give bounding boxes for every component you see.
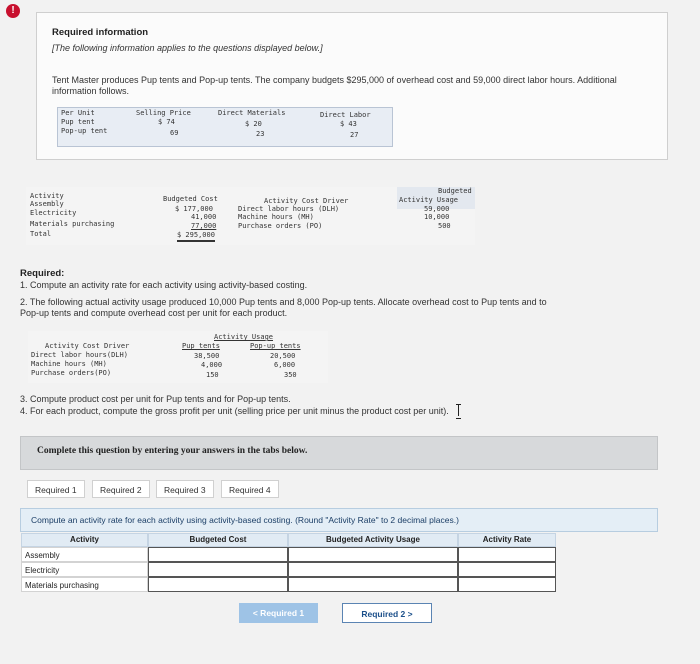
- col-header: Activity Usage: [399, 196, 459, 204]
- budgeted-usage-input[interactable]: [288, 577, 458, 592]
- prev-required-button[interactable]: < Required 1: [239, 603, 318, 623]
- product-table: [57, 107, 393, 147]
- tab-required-2[interactable]: Required 2: [92, 480, 150, 498]
- grid-header: Budgeted Cost: [148, 533, 288, 547]
- group-header: Activity Usage: [214, 333, 274, 341]
- table-cell: $ 74: [158, 118, 175, 126]
- tab-instruction-text: Compute an activity rate for each activity using activity-based costing. (Round "Activity Rate" to 2 decimal places.): [31, 515, 459, 525]
- table-cell: Direct labor hours (DLH): [238, 205, 340, 213]
- table-cell: Electricity: [30, 209, 77, 217]
- tab-required-4[interactable]: Required 4: [221, 480, 279, 498]
- table-cell: Machine hours (MH): [238, 213, 314, 221]
- table-cell: 350: [284, 371, 297, 379]
- grid-header: Budgeted Activity Usage: [288, 533, 458, 547]
- activity-rate-input[interactable]: [458, 577, 556, 592]
- table-cell: 4,000: [201, 361, 223, 369]
- col-header: Pop-up tents: [250, 342, 301, 350]
- col-header: Budgeted: [438, 187, 472, 195]
- required-line: 3. Compute product cost per unit for Pup tents and for Pop-up tents.: [20, 394, 291, 404]
- table-cell: 20,500: [270, 352, 296, 360]
- table-cell: 38,500: [194, 352, 220, 360]
- required-line: Pop-up tents and compute overhead cost per unit for each product.: [20, 308, 288, 318]
- next-required-button[interactable]: Required 2 >: [342, 603, 432, 623]
- col-header: Pup tents: [182, 342, 220, 350]
- col-header: Selling Price: [136, 109, 191, 117]
- table-cell: Assembly: [30, 200, 64, 208]
- table-cell: $ 295,000: [177, 231, 215, 242]
- info-note: [The following information applies to the questions displayed below.]: [52, 43, 323, 53]
- complete-instructions-bar: [20, 436, 658, 470]
- table-cell: Purchase orders (PO): [238, 222, 323, 230]
- table-cell: Materials purchasing: [30, 220, 115, 228]
- grid-row-label: Electricity: [21, 562, 148, 577]
- tab-required-3[interactable]: Required 3: [156, 480, 214, 498]
- col-header: Activity Cost Driver: [45, 342, 130, 350]
- table-cell: $ 43: [340, 120, 357, 128]
- table-cell: Total: [30, 230, 52, 238]
- budgeted-usage-input[interactable]: [288, 547, 458, 562]
- table-cell: 69: [170, 129, 179, 137]
- budgeted-cost-input[interactable]: [148, 562, 288, 577]
- col-header: Budgeted Cost: [163, 195, 218, 203]
- info-title: Required information: [52, 27, 149, 38]
- tab-instruction-bar: [20, 508, 658, 532]
- budgeted-cost-input[interactable]: [148, 577, 288, 592]
- table-cell: Machine hours (MH): [31, 360, 107, 368]
- budgeted-usage-input[interactable]: [288, 562, 458, 577]
- activity-table: [26, 187, 475, 245]
- col-header: Activity Cost Driver: [264, 197, 349, 205]
- required-line: 2. The following actual activity usage produced 10,000 Pup tents and 8,000 Pop-up tents. Allocate overhead cost to Pup tents and to: [20, 297, 547, 307]
- table-cell: Purchase orders(PO): [31, 369, 112, 377]
- grid-header: Activity: [21, 533, 148, 547]
- table-cell: 23: [256, 130, 265, 138]
- table-cell: 77,000: [191, 222, 217, 230]
- grid-header: Activity Rate: [458, 533, 556, 547]
- grid-row-label: Materials purchasing: [21, 577, 148, 592]
- table-cell: Pup tent: [61, 118, 95, 126]
- activity-rate-input[interactable]: [458, 562, 556, 577]
- col-header: Direct Labor: [320, 111, 371, 119]
- table-cell: $ 20: [245, 120, 262, 128]
- col-header: Per Unit: [61, 109, 95, 117]
- table-cell: Direct labor hours(DLH): [31, 351, 128, 359]
- required-line: 4. For each product, compute the gross profit per unit (selling price per unit minus the product cost per unit).: [20, 406, 449, 416]
- table-cell: 6,000: [274, 361, 296, 369]
- activity-rate-input[interactable]: [458, 547, 556, 562]
- col-header: Activity: [30, 192, 64, 200]
- table-cell: 59,000: [424, 205, 450, 213]
- text-cursor-icon: [456, 404, 462, 417]
- budgeted-cost-input[interactable]: [148, 547, 288, 562]
- grid-row-label: Assembly: [21, 547, 148, 562]
- complete-instructions-text: Complete this question by entering your answers in the tabs below.: [37, 446, 308, 456]
- table-cell: 27: [350, 131, 359, 139]
- table-cell: $ 177,000: [175, 205, 213, 213]
- table-cell: 41,000: [191, 213, 217, 221]
- activity-usage-table: [28, 331, 328, 383]
- required-line: 1. Compute an activity rate for each activity using activity-based costing.: [20, 280, 308, 290]
- required-heading: Required:: [20, 268, 65, 279]
- alert-icon: !: [6, 4, 20, 18]
- table-cell: Pop-up tent: [61, 127, 108, 135]
- col-header: Direct Materials: [218, 109, 286, 117]
- table-cell: 500: [438, 222, 451, 230]
- tab-required-1[interactable]: Required 1: [27, 480, 85, 498]
- table-cell: 10,000: [424, 213, 450, 221]
- table-cell: 150: [206, 371, 219, 379]
- intro-text: Tent Master produces Pup tents and Pop-up tents. The company budgets $295,000 of overhead cost and 59,000 direct labor hours. Additional information follows.: [52, 75, 617, 96]
